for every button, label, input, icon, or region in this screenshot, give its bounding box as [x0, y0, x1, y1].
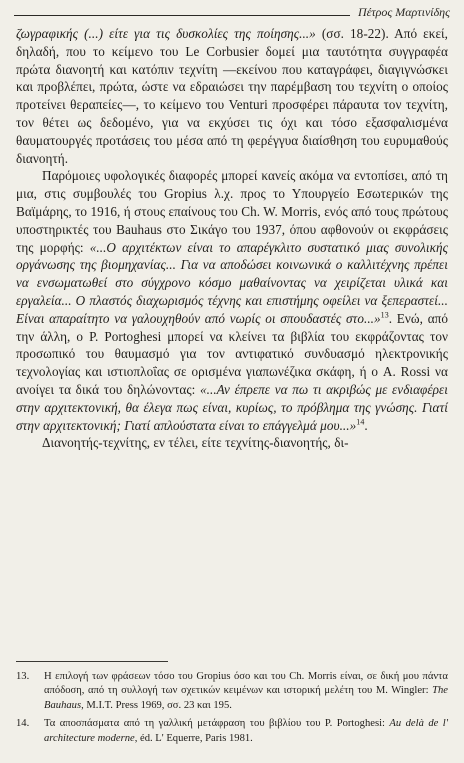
- footnote-text: [44, 670, 448, 713]
- footnote-13-text-a: Η επιλογή των φράσεων τόσο του Gropius όσο και του Ch. Morris είναι, σε δική μου πάντα απόδοση, από τη συλλογή των σχετικών κειμένων και ιστορική μελέτη του M. Wingler:: [44, 671, 448, 697]
- footnote-ref-14[interactable]: 14: [356, 417, 365, 427]
- footnote-14-book-title: Au delà de l' architecture moderne: [44, 718, 448, 744]
- paragraph-2-part-b: . Ενώ, από την άλλη, ο P. Portoghesi μπορεί να κλείνει τα βιβλία του εκφράζοντας τον προσωπικό του θαυμασμό για τον αντιφατικό συνδυασμό ηλεκτρονικής τεχνολογίας και ιστιοπλοΐας σε ορισμένα γιαπωνέζικα σκάφη, ή ο A. Rossi να ανοίγει τα δικά του δηλώνοντας:: [16, 310, 448, 397]
- footnote-13: [16, 670, 448, 713]
- footnotes-rule: [16, 661, 168, 662]
- footnote-number: 13.: [16, 671, 30, 682]
- footnote-14-text-b: , éd. L' Equerre, Paris 1981.: [134, 732, 253, 744]
- paragraph-3: Διανοητής-τεχνίτης, εν τέλει, είτε τεχνίτης-διανοητής, δι-: [42, 435, 349, 451]
- paragraph-2-end: .: [364, 417, 368, 433]
- footnotes: [16, 670, 448, 750]
- footnote-ref-13[interactable]: 13: [380, 310, 389, 320]
- footnote-number: 14.: [16, 718, 30, 730]
- paragraph-1-italic: ζωγραφικής (...) είτε για τις δυσκολίες της ποίησης...»: [16, 26, 316, 41]
- footnote-14-text-a: Τα αποσπάσματα από τη γαλλική μετάφραση του βιβλίου του P. Portoghesi:: [44, 718, 390, 730]
- main-text: [16, 25, 448, 452]
- paragraph-1: [16, 25, 448, 167]
- running-header: [14, 4, 450, 20]
- header-rule: [14, 15, 350, 16]
- footnote-text: [44, 717, 448, 746]
- quote-gropius-morris: «...Ο αρχιτέκτων είναι το απαρέγκλιτο συστατικό μιας συνολικής οργάνωσης της βιομηχανίας... Για να αποδώσει κοινωνικά ο καλλιτέχνης πρέπει να ενσωματωθεί στο σύγχρονο κόσμο μαθαίνοντας να χειρίζεται υλικά και εργαλεία... Ο πλαστός διαχωρισμός τέχνης και επιστήμης οφείλει να ξεπεραστεί... Είναι απαραίτητο να γαλουχηθούν από νωρίς οι σπουδαστές στο...»: [16, 239, 448, 326]
- running-title: Πέτρος Μαρτινίδης: [357, 5, 450, 19]
- quote-rossi: «...Αν έπρεπε να πω τι ακριβώς με ενδιαφέρει στην αρχιτεκτονική, θα έλεγα πως είναι, κυρίως, το πρόβλημα της γνώσης. Γιατί στην αρχιτεκτονική; Γιατί απλούστατα είναι το επάγγελμά μου...»: [16, 381, 448, 433]
- footnote-13-text-b: , M.I.T. Press 1969, σσ. 23 και 195.: [81, 699, 232, 711]
- paragraph-1-rest: (σσ. 18-22). Από εκεί, δηλαδή, που το κείμενο του Le Corbusier δομεί μια ταυτότητα συγγραφέα πρώτα διανοητή και κατόπιν τεχνίτη —εκείνου που καταγράφει, διαγιγνώσκει και προβλέπει, πρώτα, ώστε να εδραιώσει την παρέμβαση του τεχνίτη ο οποίος προτείνει θεραπείες—, το κείμενο του Venturi προσφέρει πάραυτα τον τεχνίτη, τον θέτει ως δεδομένο, για να εκχύσει τις όχι και τόσο εξασφαλισμένα θαυματουργές προτάσεις του μέσα από τη φερέγγυα διαίσθηση του ευρυμαθούς διανοητή.: [16, 26, 448, 166]
- footnote-14: [16, 717, 448, 746]
- footnote-13-book-title: The Bauhaus: [44, 685, 448, 711]
- paragraph-2-part-a: Παρόμοιες υφολογικές διαφορές μπορεί κανείς ακόμα να εντοπίσει, από τη μια, στις συμβουλές του Gropius λ.χ. προς το Υπουργείο Εσωτερικών της Βαϊμάρης, το 1916, ή στους επαίνους του Ch. W. Morris, ενός από τους πρώτους υποστηρικτές του Bauhaus στο Σικάγο του 1937, όπου αφθονούν οι εκφράσεις της μορφής:: [16, 168, 448, 255]
- paragraph-2: [16, 167, 448, 434]
